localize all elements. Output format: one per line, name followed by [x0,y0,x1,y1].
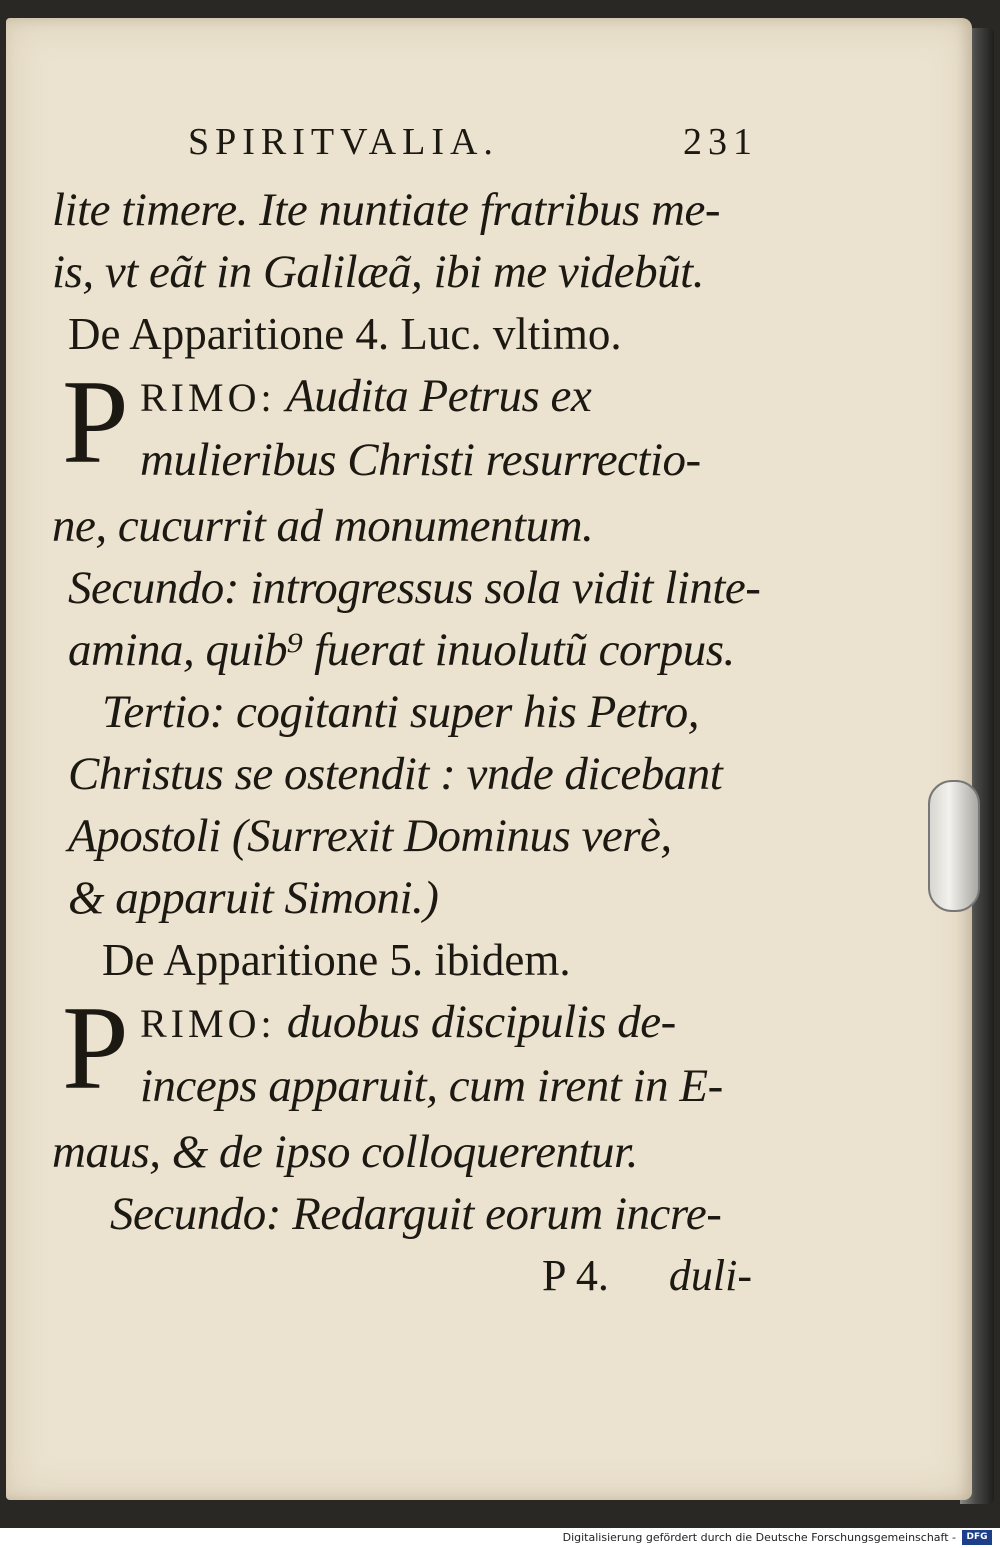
running-head [52,120,772,180]
small-caps: RIMO: [140,375,276,420]
text-line: is, vt eãt in Galilæã, ibi me videbũt. [52,246,704,298]
text-line: Secundo: Redarguit eorum incre- [110,1188,722,1240]
text-line: Secundo: introgressus sola vidit linte- [68,562,761,614]
small-caps: RIMO: [140,1001,276,1046]
text-line [140,992,676,1054]
paragraph-with-dropcap [52,981,772,1122]
running-head-title: SPIRITVALIA. [188,121,499,163]
text-line: mulieribus Christi resurrectio- [140,434,701,486]
text-line: Christus se ostendit : vnde dicebant [68,748,723,800]
text-span: Audita Petrus ex [285,370,592,422]
page-text [52,120,772,1308]
text-line: ne, cucurrit ad monumentum. [52,500,594,552]
drop-cap: P [62,981,129,1114]
text-span: duobus discipulis de- [286,996,676,1048]
footer-credit: Digitalisierung gefördert durch die Deutsche Forschungsgemeinschaft - [562,1531,956,1544]
text-line [140,366,591,428]
section-heading: De Apparitione 5. ibidem. [102,935,571,985]
text-line: Apostoli (Surrexit Dominus verè, [68,810,672,862]
catchline [52,1246,772,1308]
footer-bar [0,1528,1000,1548]
page-number: 231 [683,121,758,163]
paragraph-with-dropcap [52,355,772,496]
text-line: Tertio: cogitanti super his Petro, [102,686,700,738]
dfg-logo-icon: DFG [962,1530,992,1545]
text-line: inceps apparuit, cum irent in E- [140,1060,723,1112]
book-clasp [928,780,980,912]
drop-cap: P [62,355,129,488]
text-line: lite timere. Ite nuntiate fratribus me- [52,184,720,236]
text-line: amina, quib⁹ fuerat inuolutũ corpus. [68,624,735,676]
text-line: & apparuit Simoni.) [68,872,439,924]
catchword: duli- [668,1251,752,1300]
section-heading: De Apparitione 4. Luc. vltimo. [68,309,622,359]
signature-mark: P 4. [542,1251,609,1300]
text-line: maus, & de ipso colloquerentur. [52,1126,638,1178]
